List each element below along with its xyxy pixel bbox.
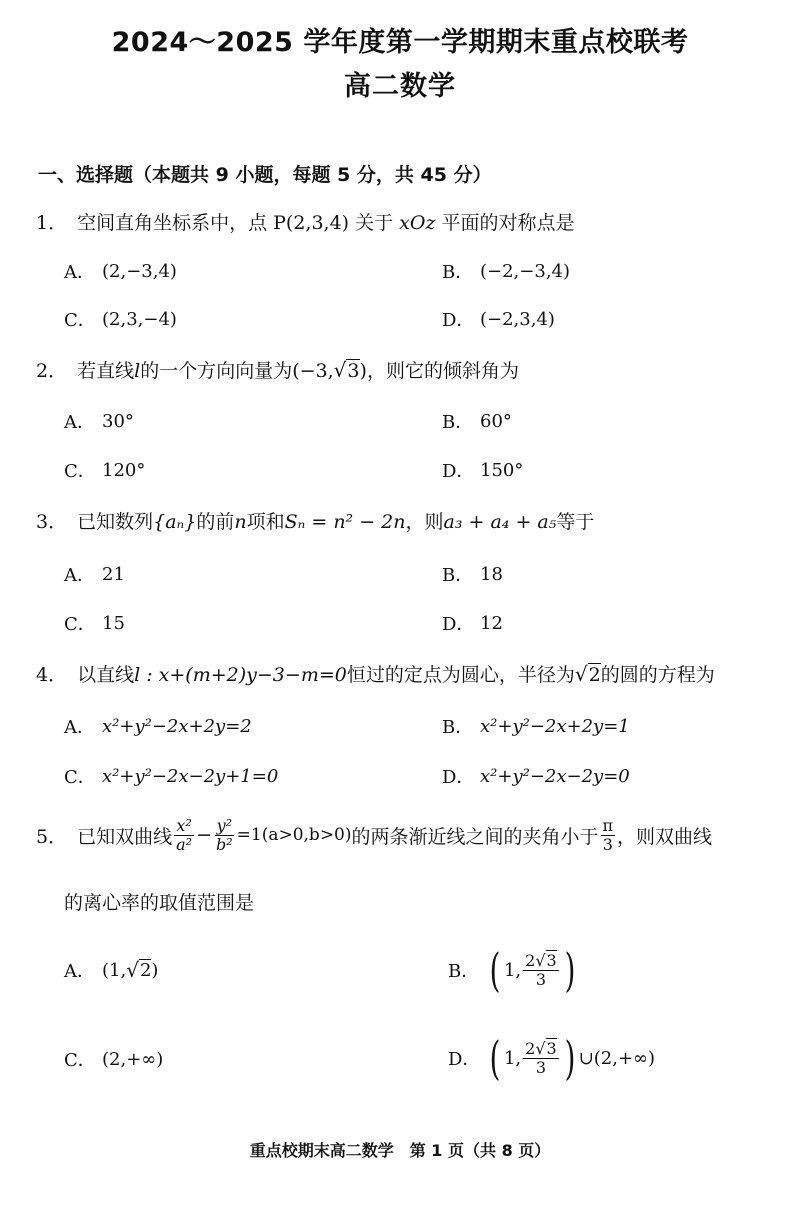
question-text: ，则	[405, 511, 444, 533]
fraction	[523, 952, 559, 988]
section-heading: 一、选择题（本题共 9 小题，每题 5 分，共 45 分）	[38, 164, 492, 186]
question-text: 平面的对称点是	[435, 212, 575, 234]
option-letter: A．	[64, 412, 95, 433]
option-letter: C．	[64, 767, 96, 788]
question-math: =1(a>0,b>0)	[236, 825, 352, 846]
fraction-numerator: 2√3	[525, 950, 557, 970]
question-math: {aₙ}	[153, 511, 197, 533]
option-text: 60°	[480, 410, 512, 432]
question-text: 已知双曲线	[77, 825, 173, 848]
question-text: 项和	[246, 511, 285, 533]
question-4-option-b	[442, 713, 630, 739]
question-5-option-d	[448, 1028, 655, 1088]
question-5-stem-line2: 的离心率的取值范围是	[64, 892, 255, 914]
question-4-option-a	[64, 713, 252, 739]
question-text: ，则它的倾斜角为	[366, 360, 519, 382]
fraction-numerator: π	[602, 816, 614, 835]
option-text: (2,−3,4)	[102, 260, 177, 282]
question-number: 4．	[36, 664, 68, 686]
fraction-denominator: b²	[215, 834, 233, 854]
question-math: l	[134, 360, 141, 382]
option-text: 120°	[102, 459, 146, 481]
question-math: (−3,	[292, 360, 334, 382]
option-letter: C．	[64, 614, 96, 635]
question-3-option-d	[442, 610, 503, 636]
question-3-option-c	[64, 610, 125, 636]
question-2-option-c	[64, 457, 145, 483]
question-number: 2．	[36, 360, 68, 382]
question-2-stem	[36, 356, 519, 383]
fraction-numerator: y²	[216, 816, 233, 835]
option-math: (1,	[102, 959, 127, 981]
question-5-option-b	[448, 940, 579, 1000]
sqrt-icon: √	[535, 950, 546, 970]
fraction-numerator: x²	[176, 816, 192, 835]
paren-close-icon: )	[564, 1031, 576, 1085]
question-1-option-d	[442, 306, 555, 332]
question-1-stem	[36, 208, 575, 235]
question-math: −	[196, 824, 212, 847]
option-math: ∪(2,+∞)	[578, 1047, 656, 1069]
option-letter: D．	[442, 310, 475, 331]
fraction-denominator: 3	[535, 1057, 547, 1077]
fraction-denominator: 3	[602, 834, 613, 854]
question-4-option-d	[442, 763, 630, 789]
sqrt-icon: √	[333, 358, 347, 382]
option-text: x²+y²−2x+2y=1	[480, 715, 630, 737]
option-letter: A．	[64, 565, 95, 586]
option-letter: D．	[442, 461, 475, 482]
option-letter: B．	[442, 565, 474, 586]
question-number: 3．	[36, 511, 68, 533]
option-text: 30°	[102, 410, 134, 432]
question-2-option-d	[442, 457, 523, 483]
sqrt-icon: √	[574, 662, 588, 686]
question-1-option-b	[442, 258, 570, 284]
option-letter: A．	[64, 717, 95, 738]
option-text: x²+y²−2x−2y+1=0	[102, 765, 279, 787]
question-text: 等于	[556, 511, 595, 533]
paren-open-icon: (	[489, 943, 501, 997]
page-subtitle: 高二数学	[344, 71, 456, 102]
question-5-option-c	[64, 1046, 163, 1072]
question-math: xOz	[399, 212, 436, 234]
option-text: (−2,−3,4)	[480, 260, 571, 282]
question-text: ，则双曲线	[617, 825, 713, 848]
option-text: (−2,3,4)	[480, 308, 555, 330]
option-letter: D．	[442, 614, 475, 635]
option-letter: B．	[442, 412, 474, 433]
option-letter: A．	[64, 961, 95, 982]
question-3-option-b	[442, 561, 503, 587]
question-5-stem	[36, 817, 712, 853]
fraction-numerator: 2√3	[525, 1038, 557, 1058]
question-text: 若直线	[77, 360, 135, 382]
sqrt-icon: √	[535, 1038, 546, 1058]
option-text: x²+y²−2x−2y=0	[480, 765, 630, 787]
paren-open-icon: (	[489, 1031, 501, 1085]
question-text: 空间直角坐标系中，点 P(2,3,4) 关于	[77, 212, 400, 234]
fraction	[214, 817, 235, 853]
option-text: (2,3,−4)	[102, 308, 177, 330]
option-text: (2,+∞)	[102, 1048, 164, 1070]
option-letter: B．	[442, 262, 474, 283]
option-math: 1,	[503, 1047, 522, 1069]
option-letter: D．	[442, 767, 475, 788]
fraction	[174, 817, 194, 853]
question-3-stem	[36, 507, 594, 534]
option-text: 12	[480, 612, 503, 634]
page-footer: 重点校期末高二数学 第 1 页（共 8 页）	[249, 1141, 551, 1160]
question-3-option-a	[64, 561, 125, 587]
question-text: 的圆的方程为	[600, 664, 715, 686]
fraction	[523, 1040, 559, 1076]
question-text: 以直线	[77, 664, 135, 686]
question-text: 的前	[196, 511, 235, 533]
option-text: 15	[102, 612, 125, 634]
question-math: a₃ + a₄ + a₅	[443, 511, 557, 533]
question-1-option-a	[64, 258, 177, 284]
option-letter: A．	[64, 262, 95, 283]
question-text: 已知数列	[77, 511, 154, 533]
fraction-denominator: a²	[176, 834, 193, 854]
option-letter: B．	[448, 961, 480, 982]
paren-close-icon: )	[564, 943, 576, 997]
question-math: 2	[588, 664, 601, 686]
option-math: 2	[139, 960, 152, 981]
question-2-option-b	[442, 408, 512, 434]
question-math: Sₙ = n² − 2n	[284, 511, 406, 533]
option-letter: C．	[64, 310, 96, 331]
question-number: 5．	[36, 825, 68, 848]
sqrt-icon: √	[126, 958, 139, 982]
question-math: n	[234, 511, 247, 533]
question-4-stem	[36, 660, 715, 687]
option-letter: D．	[448, 1049, 481, 1070]
question-2-option-a	[64, 408, 134, 434]
question-math: 3	[347, 360, 360, 382]
question-text: 的两条渐近线之间的夹角小于	[351, 825, 599, 848]
question-1-option-c	[64, 306, 177, 332]
question-number: 1．	[36, 212, 68, 234]
option-text: 21	[102, 563, 125, 585]
page-title: 2024～2025 学年度第一学期期末重点校联考	[111, 27, 689, 58]
question-text: 的一个方向向量为	[140, 360, 293, 382]
fraction-denominator: 3	[535, 969, 547, 989]
question-text: 恒过的定点为圆心，半径为	[346, 664, 575, 686]
fraction	[601, 817, 616, 853]
option-letter: B．	[442, 717, 474, 738]
question-4-option-c	[64, 763, 278, 789]
question-math: )	[359, 360, 367, 382]
option-text: x²+y²−2x+2y=2	[102, 715, 252, 737]
option-letter: C．	[64, 461, 96, 482]
question-math: l : x+(m+2)y−3−m=0	[134, 664, 347, 686]
option-text: 150°	[480, 459, 524, 481]
question-5-option-a	[64, 950, 158, 990]
option-letter: C．	[64, 1050, 96, 1071]
option-math: )	[151, 959, 159, 981]
option-math: 1,	[503, 959, 522, 981]
option-text: 18	[480, 563, 503, 585]
